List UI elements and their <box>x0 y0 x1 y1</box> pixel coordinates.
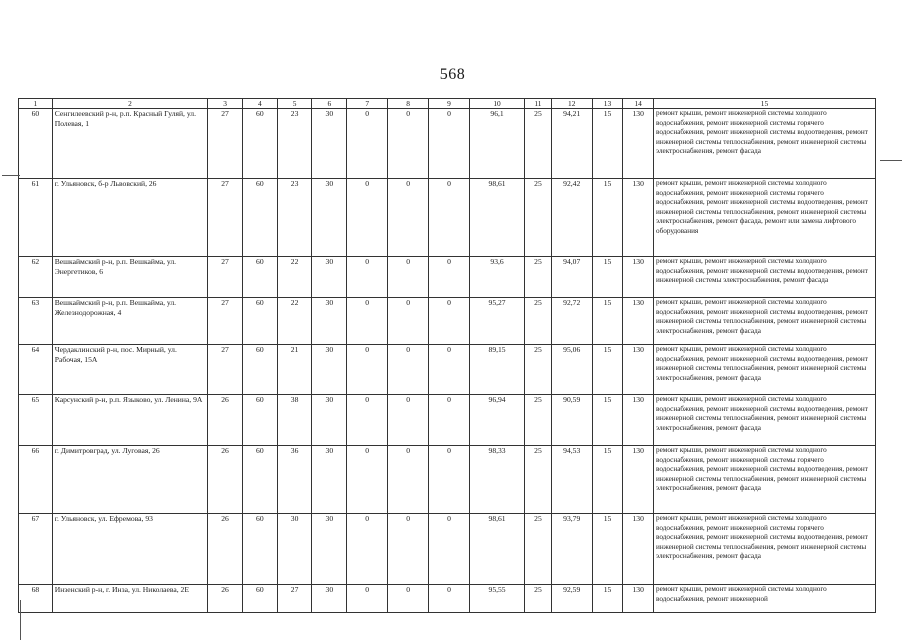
value-cell: 25 <box>525 179 552 257</box>
value-cell: 98,61 <box>469 514 524 585</box>
address-cell: Инзенский р-н, г. Инза, ул. Николаева, 2Е <box>52 585 207 613</box>
value-cell: 92,72 <box>551 298 592 345</box>
value-cell: 94,07 <box>551 257 592 298</box>
works-cell: ремонт крыши, ремонт инженерной системы холодного водоснабжения, ремонт инженерной системы горячего водоснабжения, ремонт инженерной системы водоотведения, ремонт инженерной системы теплоснабжения, ремонт инженерной системы электроснабжения, ремонт фасада, ремонт или замена лифтового оборудования <box>654 179 876 257</box>
value-cell: 25 <box>525 395 552 446</box>
value-cell: 90,59 <box>551 395 592 446</box>
value-cell: 60 <box>242 298 277 345</box>
value-cell: 0 <box>388 179 429 257</box>
value-cell: 0 <box>388 514 429 585</box>
table-row <box>19 345 876 395</box>
value-cell: 130 <box>623 257 654 298</box>
value-cell: 30 <box>312 514 347 585</box>
value-cell: 0 <box>347 179 388 257</box>
margin-tick-right <box>880 160 902 161</box>
value-cell: 25 <box>525 345 552 395</box>
col-header: 12 <box>551 99 592 109</box>
col-header: 3 <box>208 99 243 109</box>
col-header: 5 <box>277 99 312 109</box>
value-cell: 0 <box>429 585 470 613</box>
works-cell: ремонт крыши, ремонт инженерной системы холодного водоснабжения, ремонт инженерной системы водоотведения, ремонт инженерной системы теплоснабжения, ремонт инженерной системы электроснабжения, ремонт фасада <box>654 298 876 345</box>
row-number-cell: 66 <box>19 446 53 514</box>
row-number-cell: 64 <box>19 345 53 395</box>
row-number-cell: 60 <box>19 109 53 179</box>
table-row <box>19 446 876 514</box>
value-cell: 0 <box>388 446 429 514</box>
address-cell: Вешкаймский р-н, р.п. Вешкайма, ул. Энергетиков, 6 <box>52 257 207 298</box>
value-cell: 92,59 <box>551 585 592 613</box>
value-cell: 26 <box>208 395 243 446</box>
works-cell: ремонт крыши, ремонт инженерной системы холодного водоснабжения, ремонт инженерной системы водоотведения, ремонт инженерной системы теплоснабжения, ремонт инженерной системы электроснабжения, ремонт фасада <box>654 345 876 395</box>
row-number-cell: 67 <box>19 514 53 585</box>
works-cell: ремонт крыши, ремонт инженерной системы холодного водоснабжения, ремонт инженерной системы водоотведения, ремонт инженерной системы электроснабжения, ремонт фасада <box>654 257 876 298</box>
works-cell: ремонт крыши, ремонт инженерной системы холодного водоснабжения, ремонт инженерной системы горячего водоснабжения, ремонт инженерной системы водоотведения, ремонт инженерной системы теплоснабжения, ремонт инженерной системы электроснабжения, ремонт фасада <box>654 514 876 585</box>
value-cell: 0 <box>347 109 388 179</box>
value-cell: 95,55 <box>469 585 524 613</box>
value-cell: 23 <box>277 109 312 179</box>
value-cell: 0 <box>388 298 429 345</box>
capital-repair-table <box>18 98 876 613</box>
col-header: 1 <box>19 99 53 109</box>
row-number-cell: 61 <box>19 179 53 257</box>
value-cell: 30 <box>312 298 347 345</box>
value-cell: 130 <box>623 109 654 179</box>
address-cell: Карсунский р-н, р.п. Языково, ул. Ленина, 9А <box>52 395 207 446</box>
value-cell: 96,94 <box>469 395 524 446</box>
value-cell: 22 <box>277 257 312 298</box>
col-header: 11 <box>525 99 552 109</box>
col-header: 13 <box>592 99 623 109</box>
value-cell: 0 <box>429 345 470 395</box>
value-cell: 98,61 <box>469 179 524 257</box>
col-header: 15 <box>654 99 876 109</box>
works-cell: ремонт крыши, ремонт инженерной системы холодного водоснабжения, ремонт инженерной системы водоотведения, ремонт инженерной системы теплоснабжения, ремонт инженерной системы электроснабжения, ремонт фасада <box>654 395 876 446</box>
address-cell: Вешкаймский р-н, р.п. Вешкайма, ул. Железнодорожная, 4 <box>52 298 207 345</box>
value-cell: 26 <box>208 446 243 514</box>
col-header: 4 <box>242 99 277 109</box>
value-cell: 30 <box>312 395 347 446</box>
value-cell: 22 <box>277 298 312 345</box>
value-cell: 25 <box>525 257 552 298</box>
value-cell: 21 <box>277 345 312 395</box>
value-cell: 30 <box>312 345 347 395</box>
value-cell: 89,15 <box>469 345 524 395</box>
table-row <box>19 585 876 613</box>
value-cell: 60 <box>242 446 277 514</box>
table-row <box>19 395 876 446</box>
value-cell: 15 <box>592 446 623 514</box>
value-cell: 0 <box>347 585 388 613</box>
value-cell: 27 <box>208 179 243 257</box>
value-cell: 26 <box>208 514 243 585</box>
row-number-cell: 63 <box>19 298 53 345</box>
col-header: 9 <box>429 99 470 109</box>
address-cell: г. Ульяновск, б-р Львовский, 26 <box>52 179 207 257</box>
value-cell: 0 <box>429 179 470 257</box>
table-row <box>19 179 876 257</box>
value-cell: 30 <box>312 179 347 257</box>
works-cell: ремонт крыши, ремонт инженерной системы холодного водоснабжения, ремонт инженерной системы горячего водоснабжения, ремонт инженерной системы водоотведения, ремонт инженерной системы теплоснабжения, ремонт инженерной системы электроснабжения, ремонт фасада <box>654 109 876 179</box>
table-row <box>19 298 876 345</box>
value-cell: 0 <box>429 257 470 298</box>
table-row <box>19 109 876 179</box>
value-cell: 15 <box>592 395 623 446</box>
value-cell: 60 <box>242 514 277 585</box>
value-cell: 60 <box>242 345 277 395</box>
value-cell: 0 <box>429 298 470 345</box>
value-cell: 25 <box>525 298 552 345</box>
value-cell: 60 <box>242 109 277 179</box>
value-cell: 130 <box>623 395 654 446</box>
value-cell: 15 <box>592 179 623 257</box>
value-cell: 30 <box>312 109 347 179</box>
address-cell: Чердаклинский р-н, пос. Мирный, ул. Рабочая, 15А <box>52 345 207 395</box>
value-cell: 26 <box>208 585 243 613</box>
value-cell: 130 <box>623 298 654 345</box>
value-cell: 23 <box>277 179 312 257</box>
value-cell: 25 <box>525 446 552 514</box>
value-cell: 96,1 <box>469 109 524 179</box>
margin-tick-left <box>2 175 20 176</box>
value-cell: 15 <box>592 257 623 298</box>
value-cell: 30 <box>312 585 347 613</box>
row-number-cell: 68 <box>19 585 53 613</box>
value-cell: 95,27 <box>469 298 524 345</box>
row-number-cell: 65 <box>19 395 53 446</box>
value-cell: 27 <box>277 585 312 613</box>
value-cell: 130 <box>623 585 654 613</box>
value-cell: 130 <box>623 514 654 585</box>
value-cell: 0 <box>347 395 388 446</box>
address-cell: г. Димитровград, ул. Луговая, 26 <box>52 446 207 514</box>
value-cell: 15 <box>592 514 623 585</box>
value-cell: 130 <box>623 179 654 257</box>
works-cell: ремонт крыши, ремонт инженерной системы холодного водоснабжения, ремонт инженерной <box>654 585 876 613</box>
binding-edge <box>20 600 21 640</box>
col-header: 8 <box>388 99 429 109</box>
header-row <box>19 99 876 109</box>
value-cell: 0 <box>388 585 429 613</box>
col-header: 14 <box>623 99 654 109</box>
value-cell: 0 <box>347 298 388 345</box>
value-cell: 0 <box>388 395 429 446</box>
address-cell: Сенгилеевский р-н, р.п. Красный Гуляй, ул. Полевая, 1 <box>52 109 207 179</box>
value-cell: 130 <box>623 446 654 514</box>
value-cell: 27 <box>208 257 243 298</box>
works-cell: ремонт крыши, ремонт инженерной системы холодного водоснабжения, ремонт инженерной системы горячего водоснабжения, ремонт инженерной системы водоотведения, ремонт инженерной системы теплоснабжения, ремонт инженерной системы электроснабжения, ремонт фасада <box>654 446 876 514</box>
value-cell: 130 <box>623 345 654 395</box>
value-cell: 0 <box>388 257 429 298</box>
value-cell: 38 <box>277 395 312 446</box>
value-cell: 0 <box>347 257 388 298</box>
col-header: 6 <box>312 99 347 109</box>
value-cell: 25 <box>525 585 552 613</box>
value-cell: 30 <box>312 257 347 298</box>
value-cell: 0 <box>347 345 388 395</box>
value-cell: 60 <box>242 179 277 257</box>
value-cell: 0 <box>429 109 470 179</box>
value-cell: 0 <box>388 345 429 395</box>
value-cell: 0 <box>347 446 388 514</box>
value-cell: 0 <box>388 109 429 179</box>
table-row <box>19 514 876 585</box>
row-number-cell: 62 <box>19 257 53 298</box>
value-cell: 93,6 <box>469 257 524 298</box>
value-cell: 27 <box>208 109 243 179</box>
value-cell: 98,33 <box>469 446 524 514</box>
value-cell: 27 <box>208 298 243 345</box>
value-cell: 93,79 <box>551 514 592 585</box>
value-cell: 0 <box>429 446 470 514</box>
address-cell: г. Ульяновск, ул. Ефремова, 93 <box>52 514 207 585</box>
value-cell: 25 <box>525 109 552 179</box>
value-cell: 0 <box>347 514 388 585</box>
value-cell: 60 <box>242 585 277 613</box>
value-cell: 15 <box>592 109 623 179</box>
value-cell: 25 <box>525 514 552 585</box>
value-cell: 95,06 <box>551 345 592 395</box>
col-header: 7 <box>347 99 388 109</box>
value-cell: 15 <box>592 345 623 395</box>
table-row <box>19 257 876 298</box>
value-cell: 15 <box>592 298 623 345</box>
value-cell: 94,53 <box>551 446 592 514</box>
value-cell: 15 <box>592 585 623 613</box>
value-cell: 30 <box>312 446 347 514</box>
value-cell: 0 <box>429 514 470 585</box>
col-header: 10 <box>469 99 524 109</box>
value-cell: 92,42 <box>551 179 592 257</box>
value-cell: 30 <box>277 514 312 585</box>
value-cell: 0 <box>429 395 470 446</box>
value-cell: 60 <box>242 395 277 446</box>
value-cell: 27 <box>208 345 243 395</box>
value-cell: 60 <box>242 257 277 298</box>
value-cell: 94,21 <box>551 109 592 179</box>
page-number: 568 <box>439 66 466 83</box>
col-header: 2 <box>52 99 207 109</box>
value-cell: 36 <box>277 446 312 514</box>
